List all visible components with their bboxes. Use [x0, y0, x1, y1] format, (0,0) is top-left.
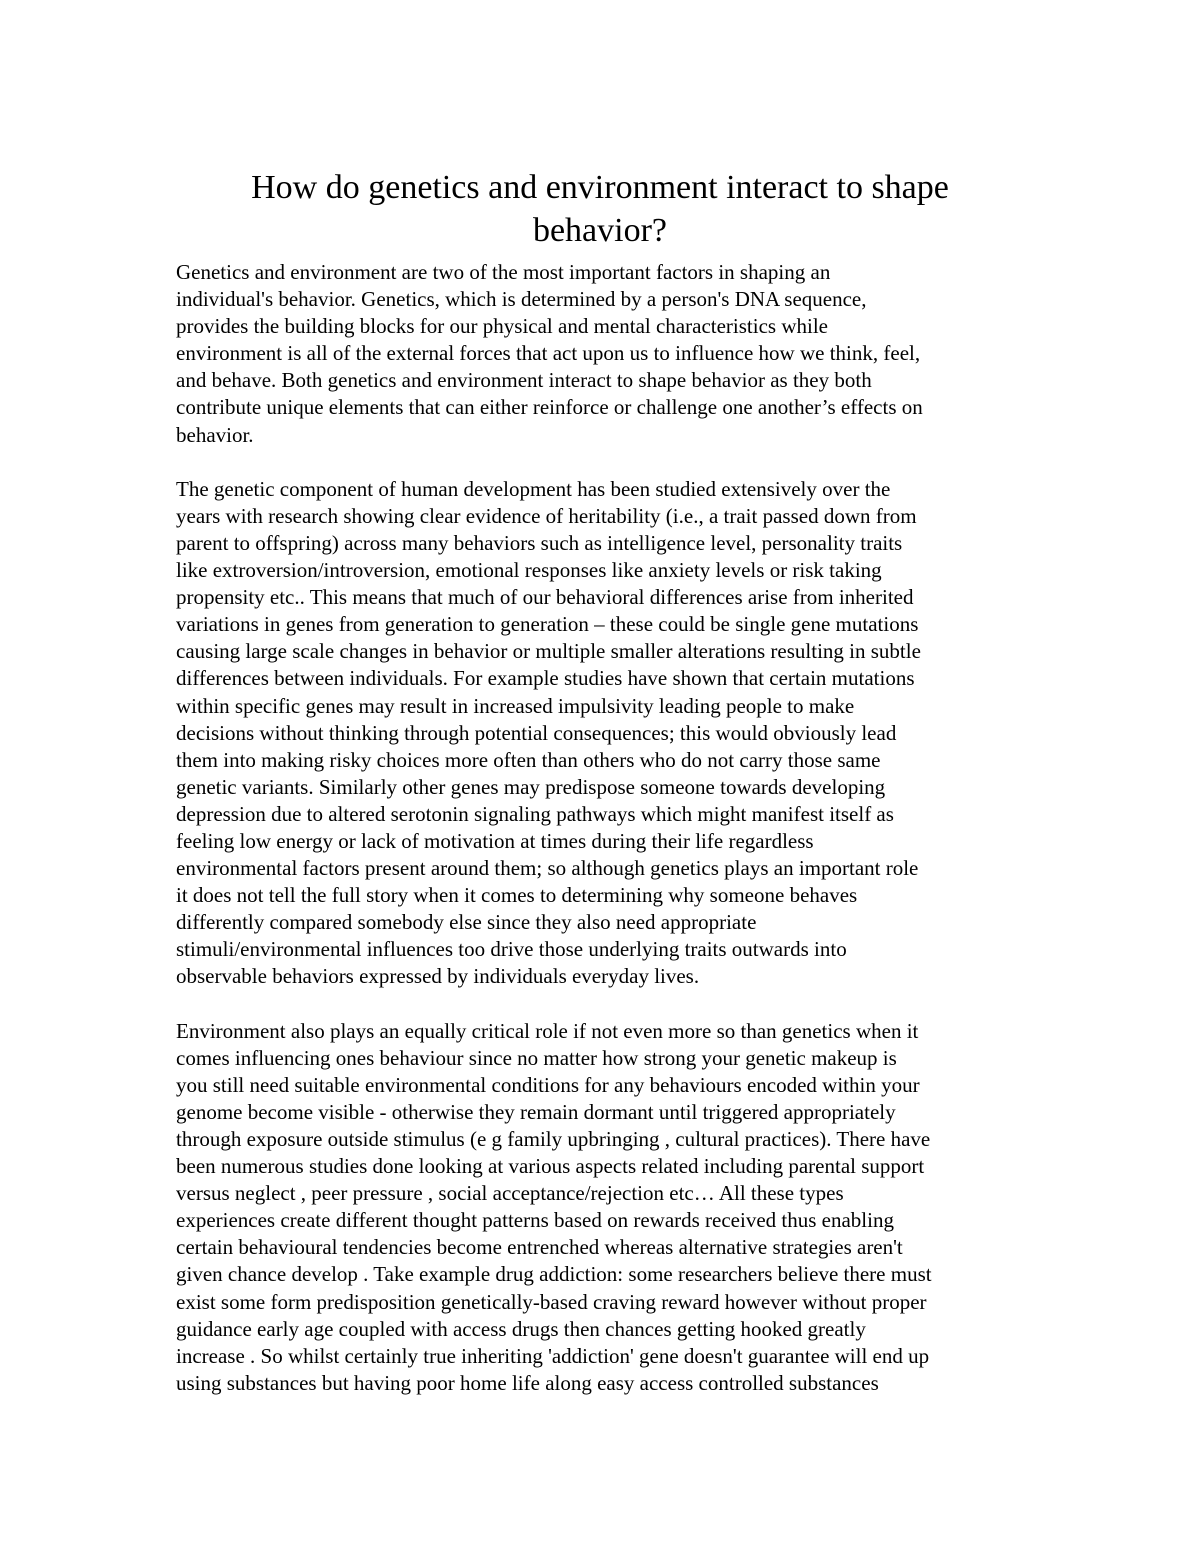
- text-line: them into making risky choices more often than others who do not carry those same: [176, 747, 881, 772]
- text-line: using substances but having poor home life along easy access controlled substances: [176, 1370, 879, 1395]
- text-line: experiences create different thought patterns based on rewards received thus enabling: [176, 1208, 894, 1233]
- text-line: propensity etc.. This means that much of our behavioral differences arise from inherited: [176, 585, 914, 610]
- paragraph-environment: [176, 1018, 1046, 1397]
- paragraph-genetics: [176, 476, 1046, 991]
- text-line: exist some form predisposition genetically-based craving reward however without proper: [176, 1289, 927, 1314]
- text-line: differently compared somebody else since they also need appropriate: [176, 910, 757, 935]
- paragraph-intro: [176, 259, 1046, 449]
- text-line: and behave. Both genetics and environment interact to shape behavior as they both: [176, 368, 872, 393]
- text-line: stimuli/environmental influences too drive those underlying traits outwards into: [176, 937, 847, 962]
- text-line: depression due to altered serotonin signaling pathways which might manifest itself as: [176, 801, 894, 826]
- text-line: feeling low energy or lack of motivation at times during their life regardless: [176, 828, 814, 853]
- text-line: been numerous studies done looking at various aspects related including parental support: [176, 1154, 925, 1179]
- text-line: Genetics and environment are two of the most important factors in shaping an: [176, 260, 831, 284]
- text-line: guidance early age coupled with access drugs then chances getting hooked greatly: [176, 1316, 866, 1341]
- text-line: contribute unique elements that can either reinforce or challenge one another’s effects on: [176, 395, 923, 420]
- title-line: How do genetics and environment interact to shape: [251, 169, 949, 206]
- text-line: decisions without thinking through potential consequences; this would obviously lead: [176, 720, 897, 745]
- text-line: versus neglect , peer pressure , social acceptance/rejection etc… All these types: [176, 1181, 844, 1206]
- text-line: within specific genes may result in increased impulsivity leading people to make: [176, 693, 855, 718]
- text-line: parent to offspring) across many behaviors such as intelligence level, personality traits: [176, 530, 903, 555]
- text-line: provides the building blocks for our physical and mental characteristics while: [176, 314, 828, 339]
- text-line: certain behavioural tendencies become entrenched whereas alternative strategies aren't: [176, 1235, 903, 1260]
- document-body: [176, 259, 1046, 1397]
- text-line: differences between individuals. For example studies have shown that certain mutations: [176, 666, 915, 691]
- text-line: comes influencing ones behaviour since no matter how strong your genetic makeup is: [176, 1045, 897, 1070]
- document-title: [176, 166, 1024, 252]
- text-line: observable behaviors expressed by individuals everyday lives.: [176, 964, 700, 989]
- text-line: causing large scale changes in behavior or multiple smaller alterations resulting in subtle: [176, 639, 921, 664]
- text-line: variations in genes from generation to generation – these could be single gene mutations: [176, 612, 919, 637]
- text-line: individual's behavior. Genetics, which is determined by a person's DNA sequence,: [176, 287, 867, 312]
- text-line: environment is all of the external forces that act upon us to influence how we think, feel,: [176, 341, 921, 366]
- text-line: you still need suitable environmental conditions for any behaviours encoded within your: [176, 1072, 920, 1097]
- text-line: genetic variants. Similarly other genes may predispose someone towards developing: [176, 774, 886, 799]
- text-line: Environment also plays an equally critical role if not even more so than genetics when it: [176, 1018, 919, 1043]
- text-line: environmental factors present around them; so although genetics plays an important role: [176, 856, 919, 881]
- text-line: through exposure outside stimulus (e g family upbringing , cultural practices). There have: [176, 1127, 931, 1151]
- text-line: The genetic component of human development has been studied extensively over the: [176, 476, 891, 501]
- text-line: like extroversion/introversion, emotional responses like anxiety levels or risk taking: [176, 558, 882, 583]
- text-line: increase . So whilst certainly true inheriting 'addiction' gene doesn't guarantee will end up: [176, 1343, 930, 1368]
- text-line: it does not tell the full story when it comes to determining why someone behaves: [176, 883, 858, 908]
- text-line: behavior.: [176, 422, 254, 447]
- text-line: genome become visible - otherwise they remain dormant until triggered appropriately: [176, 1099, 896, 1124]
- text-line: years with research showing clear evidence of heritability (i.e., a trait passed down from: [176, 503, 917, 528]
- title-line: behavior?: [532, 212, 668, 249]
- text-line: given chance develop . Take example drug addiction: some researchers believe there must: [176, 1262, 932, 1287]
